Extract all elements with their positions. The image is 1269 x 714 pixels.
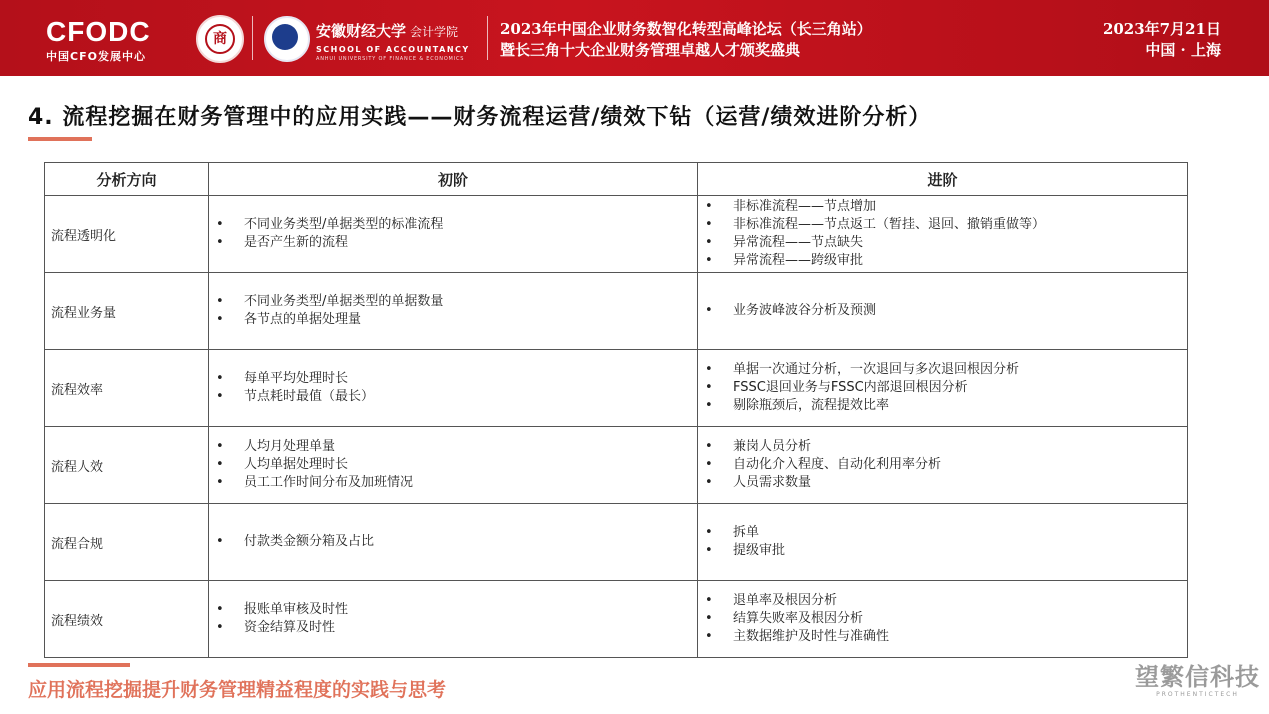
brand-name-en: PROTHENTICTECH xyxy=(1156,691,1239,698)
event-date-location xyxy=(1103,19,1221,61)
school-college: 会计学院 xyxy=(410,25,459,39)
basic-cell xyxy=(209,427,698,504)
column-header-direction: 分析方向 xyxy=(45,163,209,196)
basic-cell xyxy=(209,350,698,427)
advanced-bullet-list xyxy=(699,198,1186,270)
school-logo xyxy=(316,20,470,62)
basic-bullet-list xyxy=(210,533,696,551)
slide-title: 4. 流程挖掘在财务管理中的应用实践——财务流程运营/绩效下钻（运营/绩效进阶分析） xyxy=(28,105,932,130)
table-row xyxy=(45,504,1188,581)
advanced-cell xyxy=(698,196,1188,273)
basic-cell xyxy=(209,196,698,273)
table-row xyxy=(45,581,1188,658)
column-header-basic: 初阶 xyxy=(209,163,698,196)
school-name-cn: 安徽财经大学 xyxy=(316,22,407,40)
bullet-item: • 异常流程——节点缺失 xyxy=(699,234,1186,252)
bullet-item: • 兼岗人员分析 xyxy=(699,438,1186,456)
bullet-item: • 不同业务类型/单据类型的标准流程 xyxy=(210,216,696,234)
bullet-item: • 提级审批 xyxy=(699,542,1186,560)
advanced-cell xyxy=(698,504,1188,581)
bullet-item: • 不同业务类型/单据类型的单据数量 xyxy=(210,293,696,311)
bullet-item: • 主数据维护及时性与准确性 xyxy=(699,628,1186,646)
table-header-row xyxy=(45,163,1188,196)
advanced-bullet-list xyxy=(699,592,1186,646)
advanced-cell xyxy=(698,350,1188,427)
basic-bullet-list xyxy=(210,601,696,637)
analysis-direction-cell: 流程业务量 xyxy=(45,273,209,350)
basic-bullet-list xyxy=(210,216,696,252)
partner-seal-icon xyxy=(196,15,244,63)
footer-accent-bar xyxy=(28,663,130,667)
brand-logo xyxy=(1135,664,1260,698)
advanced-cell xyxy=(698,273,1188,350)
analysis-direction-cell: 流程透明化 xyxy=(45,196,209,273)
table-row xyxy=(45,350,1188,427)
bullet-item: • 各节点的单据处理量 xyxy=(210,311,696,329)
bullet-item: • 非标准流程——节点返工（暂挂、退回、撤销重做等） xyxy=(699,216,1186,234)
bullet-item: • 员工工作时间分布及加班情况 xyxy=(210,474,696,492)
basic-cell xyxy=(209,581,698,658)
basic-cell xyxy=(209,273,698,350)
advanced-bullet-list xyxy=(699,524,1186,560)
bullet-item: • 资金结算及时性 xyxy=(210,619,696,637)
advanced-cell xyxy=(698,427,1188,504)
event-location: 中国 · 上海 xyxy=(1145,41,1221,59)
bullet-item: • 拆单 xyxy=(699,524,1186,542)
event-date: 2023年7月21日 xyxy=(1102,20,1221,38)
bullet-item: • 异常流程——跨级审批 xyxy=(699,252,1186,270)
event-banner xyxy=(0,0,1269,76)
header-divider xyxy=(487,16,488,60)
bullet-item: • 业务波峰波谷分析及预测 xyxy=(699,302,1186,320)
cfodc-logo xyxy=(46,18,151,64)
bullet-item: • 报账单审核及时性 xyxy=(210,601,696,619)
basic-bullet-list xyxy=(210,438,696,492)
cfodc-wordmark: CFODC xyxy=(46,16,151,47)
bullet-item: • 每单平均处理时长 xyxy=(210,370,696,388)
bullet-item: • 单据一次通过分析，一次退回与多次退回根因分析 xyxy=(699,361,1186,379)
forum-title-line1: 2023年中国企业财务数智化转型高峰论坛（长三角站） xyxy=(500,20,872,38)
forum-title-line2: 暨长三角十大企业财务管理卓越人才颁奖盛典 xyxy=(500,41,801,59)
cfodc-subtitle: 中国CFO发展中心 xyxy=(46,50,146,63)
analysis-table xyxy=(44,162,1188,658)
school-name-en-full: ANHUI UNIVERSITY OF FINANCE & ECONOMICS xyxy=(316,56,465,62)
analysis-direction-cell: 流程合规 xyxy=(45,504,209,581)
analysis-direction-cell: 流程人效 xyxy=(45,427,209,504)
advanced-cell xyxy=(698,581,1188,658)
table-row xyxy=(45,427,1188,504)
footer-caption: 应用流程挖掘提升财务管理精益程度的实践与思考 xyxy=(28,679,447,701)
basic-bullet-list xyxy=(210,370,696,406)
advanced-bullet-list xyxy=(699,361,1186,415)
table-row xyxy=(45,196,1188,273)
forum-title xyxy=(500,19,872,61)
brand-name-cn: 望繁信科技 xyxy=(1135,663,1260,691)
bullet-item: • 退单率及根因分析 xyxy=(699,592,1186,610)
bullet-item: • 人均单据处理时长 xyxy=(210,456,696,474)
column-header-advanced: 进阶 xyxy=(698,163,1188,196)
bullet-item: • 自动化介入程度、自动化利用率分析 xyxy=(699,456,1186,474)
bullet-item: • 是否产生新的流程 xyxy=(210,234,696,252)
seal-glyph: 商 xyxy=(205,24,235,54)
basic-bullet-list xyxy=(210,293,696,329)
university-emblem-icon xyxy=(264,16,310,62)
table-row xyxy=(45,273,1188,350)
analysis-direction-cell: 流程效率 xyxy=(45,350,209,427)
school-name-en: SCHOOL OF ACCOUNTANCY xyxy=(316,45,470,54)
bullet-item: • 结算失败率及根因分析 xyxy=(699,610,1186,628)
bullet-item: • 人员需求数量 xyxy=(699,474,1186,492)
advanced-bullet-list xyxy=(699,438,1186,492)
bullet-item: • 剔除瓶颈后，流程提效比率 xyxy=(699,397,1186,415)
bullet-item: • 节点耗时最值（最长） xyxy=(210,388,696,406)
bullet-item: • 付款类金额分箱及占比 xyxy=(210,533,696,551)
analysis-direction-cell: 流程绩效 xyxy=(45,581,209,658)
bullet-item: • FSSC退回业务与FSSC内部退回根因分析 xyxy=(699,379,1186,397)
advanced-bullet-list xyxy=(699,302,1186,320)
basic-cell xyxy=(209,504,698,581)
bullet-item: • 人均月处理单量 xyxy=(210,438,696,456)
header-divider xyxy=(252,16,253,60)
title-underline xyxy=(28,137,92,141)
bullet-item: • 非标准流程——节点增加 xyxy=(699,198,1186,216)
